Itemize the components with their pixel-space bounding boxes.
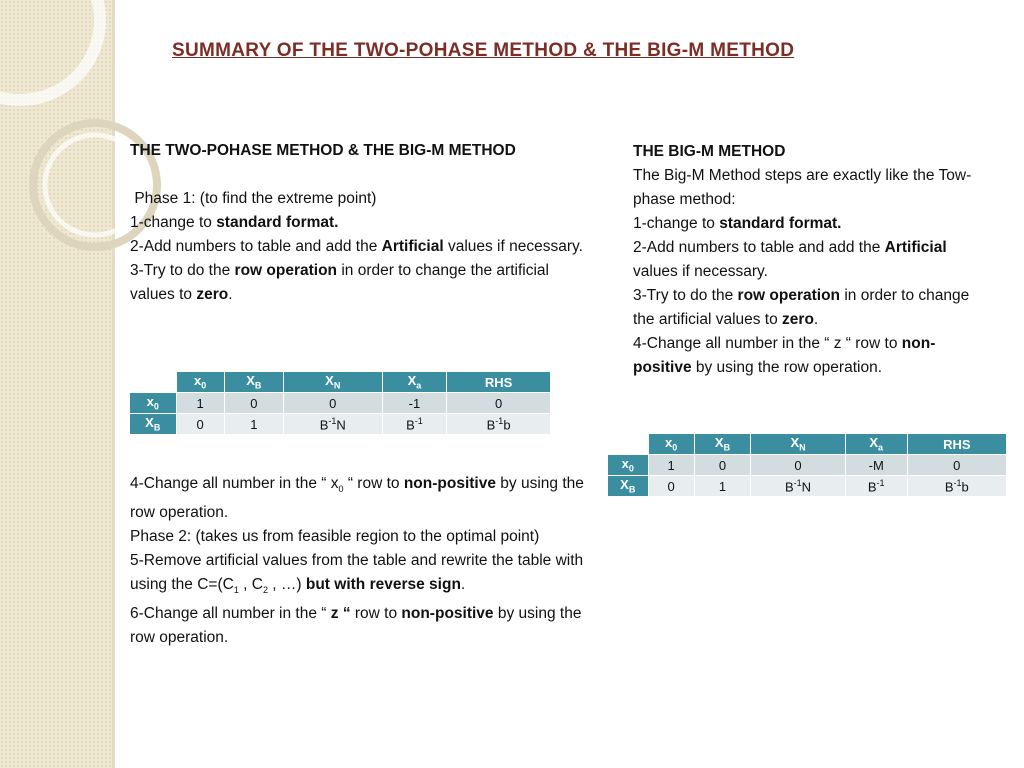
col-xb: $X_B$ — [224, 372, 283, 393]
right-step2: 2-Add numbers to table and add the Artificial values if necessary. — [633, 239, 947, 280]
left-step3: 3-Try to do the row operation in order to change the artificial values to zero. — [130, 262, 549, 303]
col-rhs: RHS — [907, 434, 1006, 455]
left-step2: 2-Add numbers to table and add the Artificial values if necessary. — [130, 238, 583, 255]
phase2-text: Phase 2: (takes us from feasible region to the optimal point) — [130, 528, 540, 546]
col-xn: $X_N$ — [283, 372, 382, 393]
left-column-lower — [130, 472, 585, 650]
left-step4: 4-Change all number in the “ $x_0$ “ row to non-positive by using the row operation. — [130, 475, 584, 522]
table-row: $x_0$ 1 0 0 -1 0 — [130, 393, 551, 414]
right-step3: 3-Try to do the row operation in order to change the artificial values to zero. — [633, 287, 970, 328]
left-heading: THE TWO-POHASE METHOD & THE BIG-M METHOD — [130, 142, 516, 159]
left-column — [130, 139, 585, 307]
left-step6: 6-Change all number in the “ z “ row to non-positive by using the row operation. — [130, 605, 582, 647]
left-step1: 1-change to standard format. — [130, 214, 339, 231]
right-intro: The Big-M Method steps are exactly like the Tow-phase method: — [633, 167, 972, 208]
col-x0: $x_0$ — [176, 372, 224, 393]
table-row: $x_0$ 1 0 0 -M 0 — [608, 455, 1007, 476]
right-step4: 4-Change all number in the “ z “ row to non-positive by using the row operation. — [633, 335, 936, 376]
right-heading: THE BIG-M METHOD — [633, 143, 786, 160]
col-xb: $X_B$ — [694, 434, 750, 455]
col-xn: $X_N$ — [751, 434, 846, 455]
table-row: $X_B$ 0 1 $B^{-1}N$ $B^{-1}$ $B^{-1}b$ — [130, 414, 551, 435]
phase1-text: Phase 1: (to find the extreme point) — [134, 190, 377, 207]
right-step1: 1-change to standard format. — [633, 215, 842, 232]
right-column — [633, 140, 978, 380]
left-step5: 5-Remove artificial values from the table and rewrite the table with using the $C=(C_1$ , $C_2$ , …) but with reverse sign. — [130, 552, 584, 596]
table-row: $X_B$ 0 1 $B^{-1}N$ $B^{-1}$ $B^{-1}b$ — [608, 476, 1007, 497]
page-title: SUMMARY OF THE TWO-POHASE METHOD & THE BIG-M METHOD — [172, 40, 795, 61]
big-m-table — [607, 433, 1007, 497]
col-xa: $X_a$ — [845, 434, 907, 455]
two-phase-table — [129, 371, 551, 435]
col-x0: $x_0$ — [648, 434, 694, 455]
col-rhs: RHS — [447, 372, 551, 393]
col-xa: $X_a$ — [382, 372, 447, 393]
